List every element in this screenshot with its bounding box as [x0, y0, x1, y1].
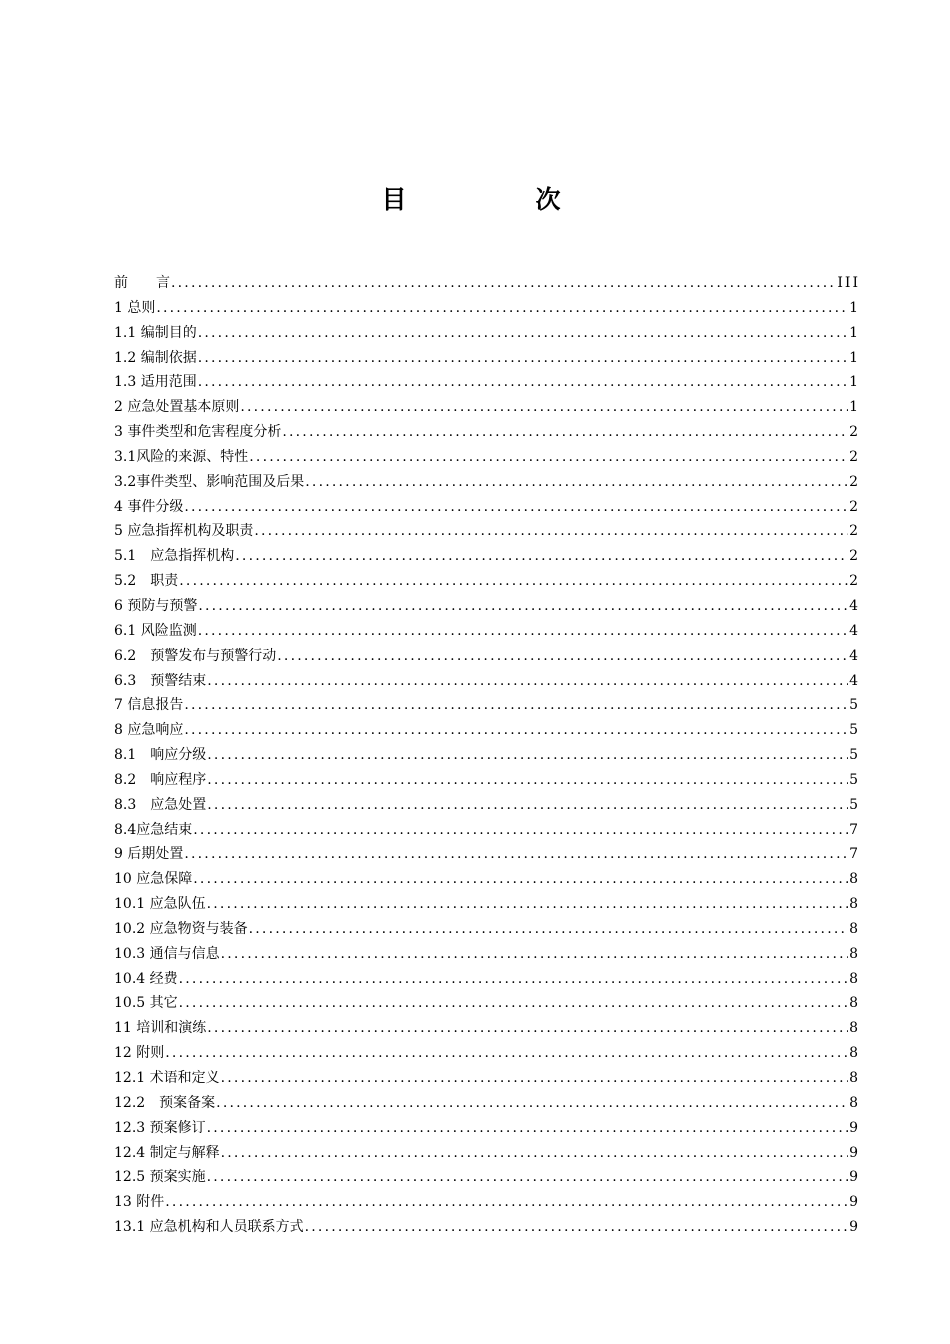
toc-entry-page: 5: [849, 697, 860, 714]
toc-entry-page: 8: [849, 1070, 860, 1086]
toc-leader-dots: [193, 818, 848, 843]
toc-entry-label: 10.4 经费: [114, 970, 178, 987]
toc-entry[interactable]: [114, 445, 860, 470]
toc-entry[interactable]: [114, 991, 860, 1016]
toc-entry-label: 13 附件: [114, 1194, 165, 1211]
toc-leader-dots: [156, 296, 848, 321]
toc-entry-page: 2: [849, 473, 860, 490]
toc-leader-dots: [207, 768, 848, 793]
toc-entry[interactable]: [114, 544, 860, 569]
toc-leader-dots: [249, 445, 848, 470]
toc-entry[interactable]: [114, 1016, 860, 1041]
toc-entry-page: 2: [849, 498, 860, 515]
toc-entry-page: 8: [849, 920, 860, 937]
toc-entry[interactable]: [114, 1190, 860, 1215]
toc-entry-label: 7 信息报告: [114, 697, 184, 714]
toc-entry-page: 4: [849, 622, 860, 639]
toc-leader-dots: [198, 594, 848, 619]
toc-entry[interactable]: [114, 420, 860, 445]
toc-entry[interactable]: [114, 1141, 860, 1166]
toc-entry-page: 8: [849, 995, 860, 1012]
toc-entry[interactable]: [114, 743, 860, 768]
toc-entry-page: 7: [849, 846, 860, 863]
toc-entry-page: 5: [849, 771, 860, 788]
toc-leader-dots: [198, 619, 848, 644]
toc-leader-dots: [221, 1066, 848, 1091]
toc-leader-dots: [184, 842, 848, 867]
toc-leader-dots: [184, 693, 848, 718]
toc-entry-label: 1.3 适用范围: [114, 374, 197, 391]
toc-entry-label: 10.3 通信与信息: [114, 945, 220, 962]
toc-entry[interactable]: [114, 768, 860, 793]
page-title: 目 次: [381, 185, 613, 214]
toc-entry[interactable]: [114, 1041, 860, 1066]
toc-entry[interactable]: [114, 842, 860, 867]
toc-entry-label: 12.4 制定与解释: [114, 1144, 220, 1161]
toc-entry-page: 1: [849, 399, 860, 416]
toc-entry-page: 1: [849, 349, 860, 366]
toc-entry-label: 10.5 其它: [114, 995, 178, 1012]
toc-entry[interactable]: [114, 569, 860, 594]
toc-entry-page: 8: [849, 871, 860, 888]
toc-entry-label: 4 事件分级: [114, 498, 184, 515]
toc-entry-label: 8.3 应急处置: [114, 796, 207, 813]
toc-entry[interactable]: [114, 1116, 860, 1141]
toc-entry[interactable]: [114, 594, 860, 619]
toc-entry-page: 5: [849, 747, 860, 764]
toc-leader-dots: [240, 395, 848, 420]
toc-leader-dots: [193, 867, 848, 892]
toc-leader-dots: [165, 1190, 848, 1215]
toc-entry-label: 8.1 响应分级: [114, 747, 207, 764]
toc-entry[interactable]: [114, 395, 860, 420]
toc-leader-dots: [198, 321, 848, 346]
toc-entry-label: 10 应急保障: [114, 871, 193, 888]
toc-entry-label: 3 事件类型和危害程度分析: [114, 424, 282, 441]
toc-entry[interactable]: [114, 1215, 860, 1240]
toc-entry-page: 2: [849, 448, 860, 465]
toc-entry-label: 8.4应急结束: [114, 821, 193, 838]
toc-entry[interactable]: [114, 470, 860, 495]
toc-entry[interactable]: [114, 1066, 860, 1091]
toc-entry-page: 9: [849, 1144, 860, 1161]
toc-entry-page: 8: [849, 1094, 860, 1111]
toc-entry-label: 12 附则: [114, 1045, 165, 1062]
toc-leader-dots: [184, 495, 848, 520]
toc-entry[interactable]: [114, 693, 860, 718]
toc-leader-dots: [277, 644, 848, 669]
toc-entry-label: 13.1 应急机构和人员联系方式: [114, 1219, 304, 1236]
toc-entry-page: 7: [849, 821, 860, 838]
toc-entry-label: 8 应急响应: [114, 722, 184, 739]
toc-entry[interactable]: [114, 1091, 860, 1116]
toc-leader-dots: [207, 793, 848, 818]
toc-entry-page: 8: [849, 945, 860, 962]
toc-entry[interactable]: [114, 619, 860, 644]
toc-leader-dots: [179, 991, 848, 1016]
toc-leader-dots: [216, 1091, 848, 1116]
toc-entry-label: 5.1 应急指挥机构: [114, 548, 235, 565]
toc-entry-page: 9: [849, 1194, 860, 1211]
toc-leader-dots: [254, 519, 848, 544]
toc-entry-label: 3.1风险的来源、特性: [114, 448, 249, 465]
toc-entry[interactable]: [114, 793, 860, 818]
toc-entry[interactable]: [114, 669, 860, 694]
toc-leader-dots: [282, 420, 848, 445]
toc-entry-page: 2: [849, 424, 860, 441]
toc-entry-page: 9: [849, 1119, 860, 1136]
toc-entry-page: 1: [849, 374, 860, 391]
toc-entry-label: 6 预防与预警: [114, 597, 198, 614]
toc-leader-dots: [184, 718, 848, 743]
toc-entry-page: 8: [849, 1020, 860, 1037]
toc-entry-label: 6.1 风险监测: [114, 622, 197, 639]
toc-leader-dots: [207, 892, 848, 917]
toc-entry-label: 2 应急处置基本原则: [114, 399, 240, 416]
toc-entry-page: 1: [849, 299, 860, 316]
toc-leader-dots: [305, 1215, 848, 1240]
toc-entry[interactable]: [114, 495, 860, 520]
toc-entry-label: 前 言: [114, 275, 170, 291]
toc-entry-label: 1.1 编制目的: [114, 324, 197, 341]
toc-entry[interactable]: [114, 718, 860, 743]
toc-leader-dots: [235, 544, 848, 569]
toc-entry[interactable]: [114, 321, 860, 346]
toc-entry-label: 10.1 应急队伍: [114, 896, 206, 913]
toc-entry-label: 10.2 应急物资与装备: [114, 920, 248, 937]
toc-entry-page: 4: [849, 672, 860, 689]
toc-entry-label: 11 培训和演练: [114, 1020, 207, 1037]
toc-entry[interactable]: [114, 967, 860, 992]
toc-leader-dots: [207, 669, 848, 694]
toc-entry-label: 3.2事件类型、影响范围及后果: [114, 473, 305, 490]
toc-entry[interactable]: [114, 867, 860, 892]
toc-entry-label: 9 后期处置: [114, 846, 184, 863]
toc-entry-label: 12.2 预案备案: [114, 1094, 216, 1111]
toc-entry-label: 1 总则: [114, 299, 156, 316]
toc-entry-label: 5 应急指挥机构及职责: [114, 523, 254, 540]
toc-entry[interactable]: [114, 271, 860, 296]
toc-entry[interactable]: [114, 519, 860, 544]
toc-entry-page: 2: [849, 548, 860, 565]
toc-leader-dots: [171, 271, 836, 296]
toc-entry-page: 4: [849, 647, 860, 664]
toc-entry-page: 5: [849, 722, 860, 739]
toc-entry-page: 5: [849, 796, 860, 813]
toc-entry-page: 9: [849, 1169, 860, 1186]
toc-entry-page: 8: [849, 970, 860, 987]
toc-entry[interactable]: [114, 644, 860, 669]
toc-leader-dots: [221, 1141, 848, 1166]
toc-leader-dots: [207, 1016, 848, 1041]
toc-entry[interactable]: [114, 942, 860, 967]
toc-leader-dots: [179, 569, 848, 594]
toc-entry[interactable]: [114, 818, 860, 843]
toc-leader-dots: [249, 917, 848, 942]
toc-entry-label: 12.5 预案实施: [114, 1169, 206, 1186]
toc-entry-page: 2: [849, 573, 860, 590]
toc-entry-label: 8.2 响应程序: [114, 771, 207, 788]
toc-entry-label: 12.3 预案修订: [114, 1119, 206, 1136]
toc-entry-label: 5.2 职责: [114, 573, 179, 590]
toc-entry-label: 6.3 预警结束: [114, 672, 207, 689]
toc-entry-page: 4: [849, 597, 860, 614]
toc-leader-dots: [207, 743, 848, 768]
toc-entry-page: III: [837, 275, 860, 291]
toc-entry-page: 2: [849, 523, 860, 540]
toc-entry[interactable]: [114, 296, 860, 321]
toc-leader-dots: [207, 1165, 848, 1190]
toc-entry[interactable]: [114, 917, 860, 942]
table-of-contents: [114, 271, 860, 1240]
toc-entry[interactable]: [114, 1165, 860, 1190]
toc-leader-dots: [198, 346, 848, 371]
toc-entry[interactable]: [114, 892, 860, 917]
toc-entry[interactable]: [114, 370, 860, 395]
toc-leader-dots: [165, 1041, 848, 1066]
toc-entry-label: 12.1 术语和定义: [114, 1070, 220, 1086]
toc-leader-dots: [305, 470, 848, 495]
toc-leader-dots: [179, 967, 848, 992]
toc-entry-label: 6.2 预警发布与预警行动: [114, 647, 277, 664]
toc-leader-dots: [221, 942, 848, 967]
toc-entry-page: 8: [849, 896, 860, 913]
toc-entry-page: 1: [849, 324, 860, 341]
toc-entry-page: 9: [849, 1219, 860, 1236]
toc-entry-page: 8: [849, 1045, 860, 1062]
toc-entry-label: 1.2 编制依据: [114, 349, 197, 366]
toc-leader-dots: [207, 1116, 848, 1141]
toc-entry[interactable]: [114, 346, 860, 371]
toc-leader-dots: [198, 370, 848, 395]
